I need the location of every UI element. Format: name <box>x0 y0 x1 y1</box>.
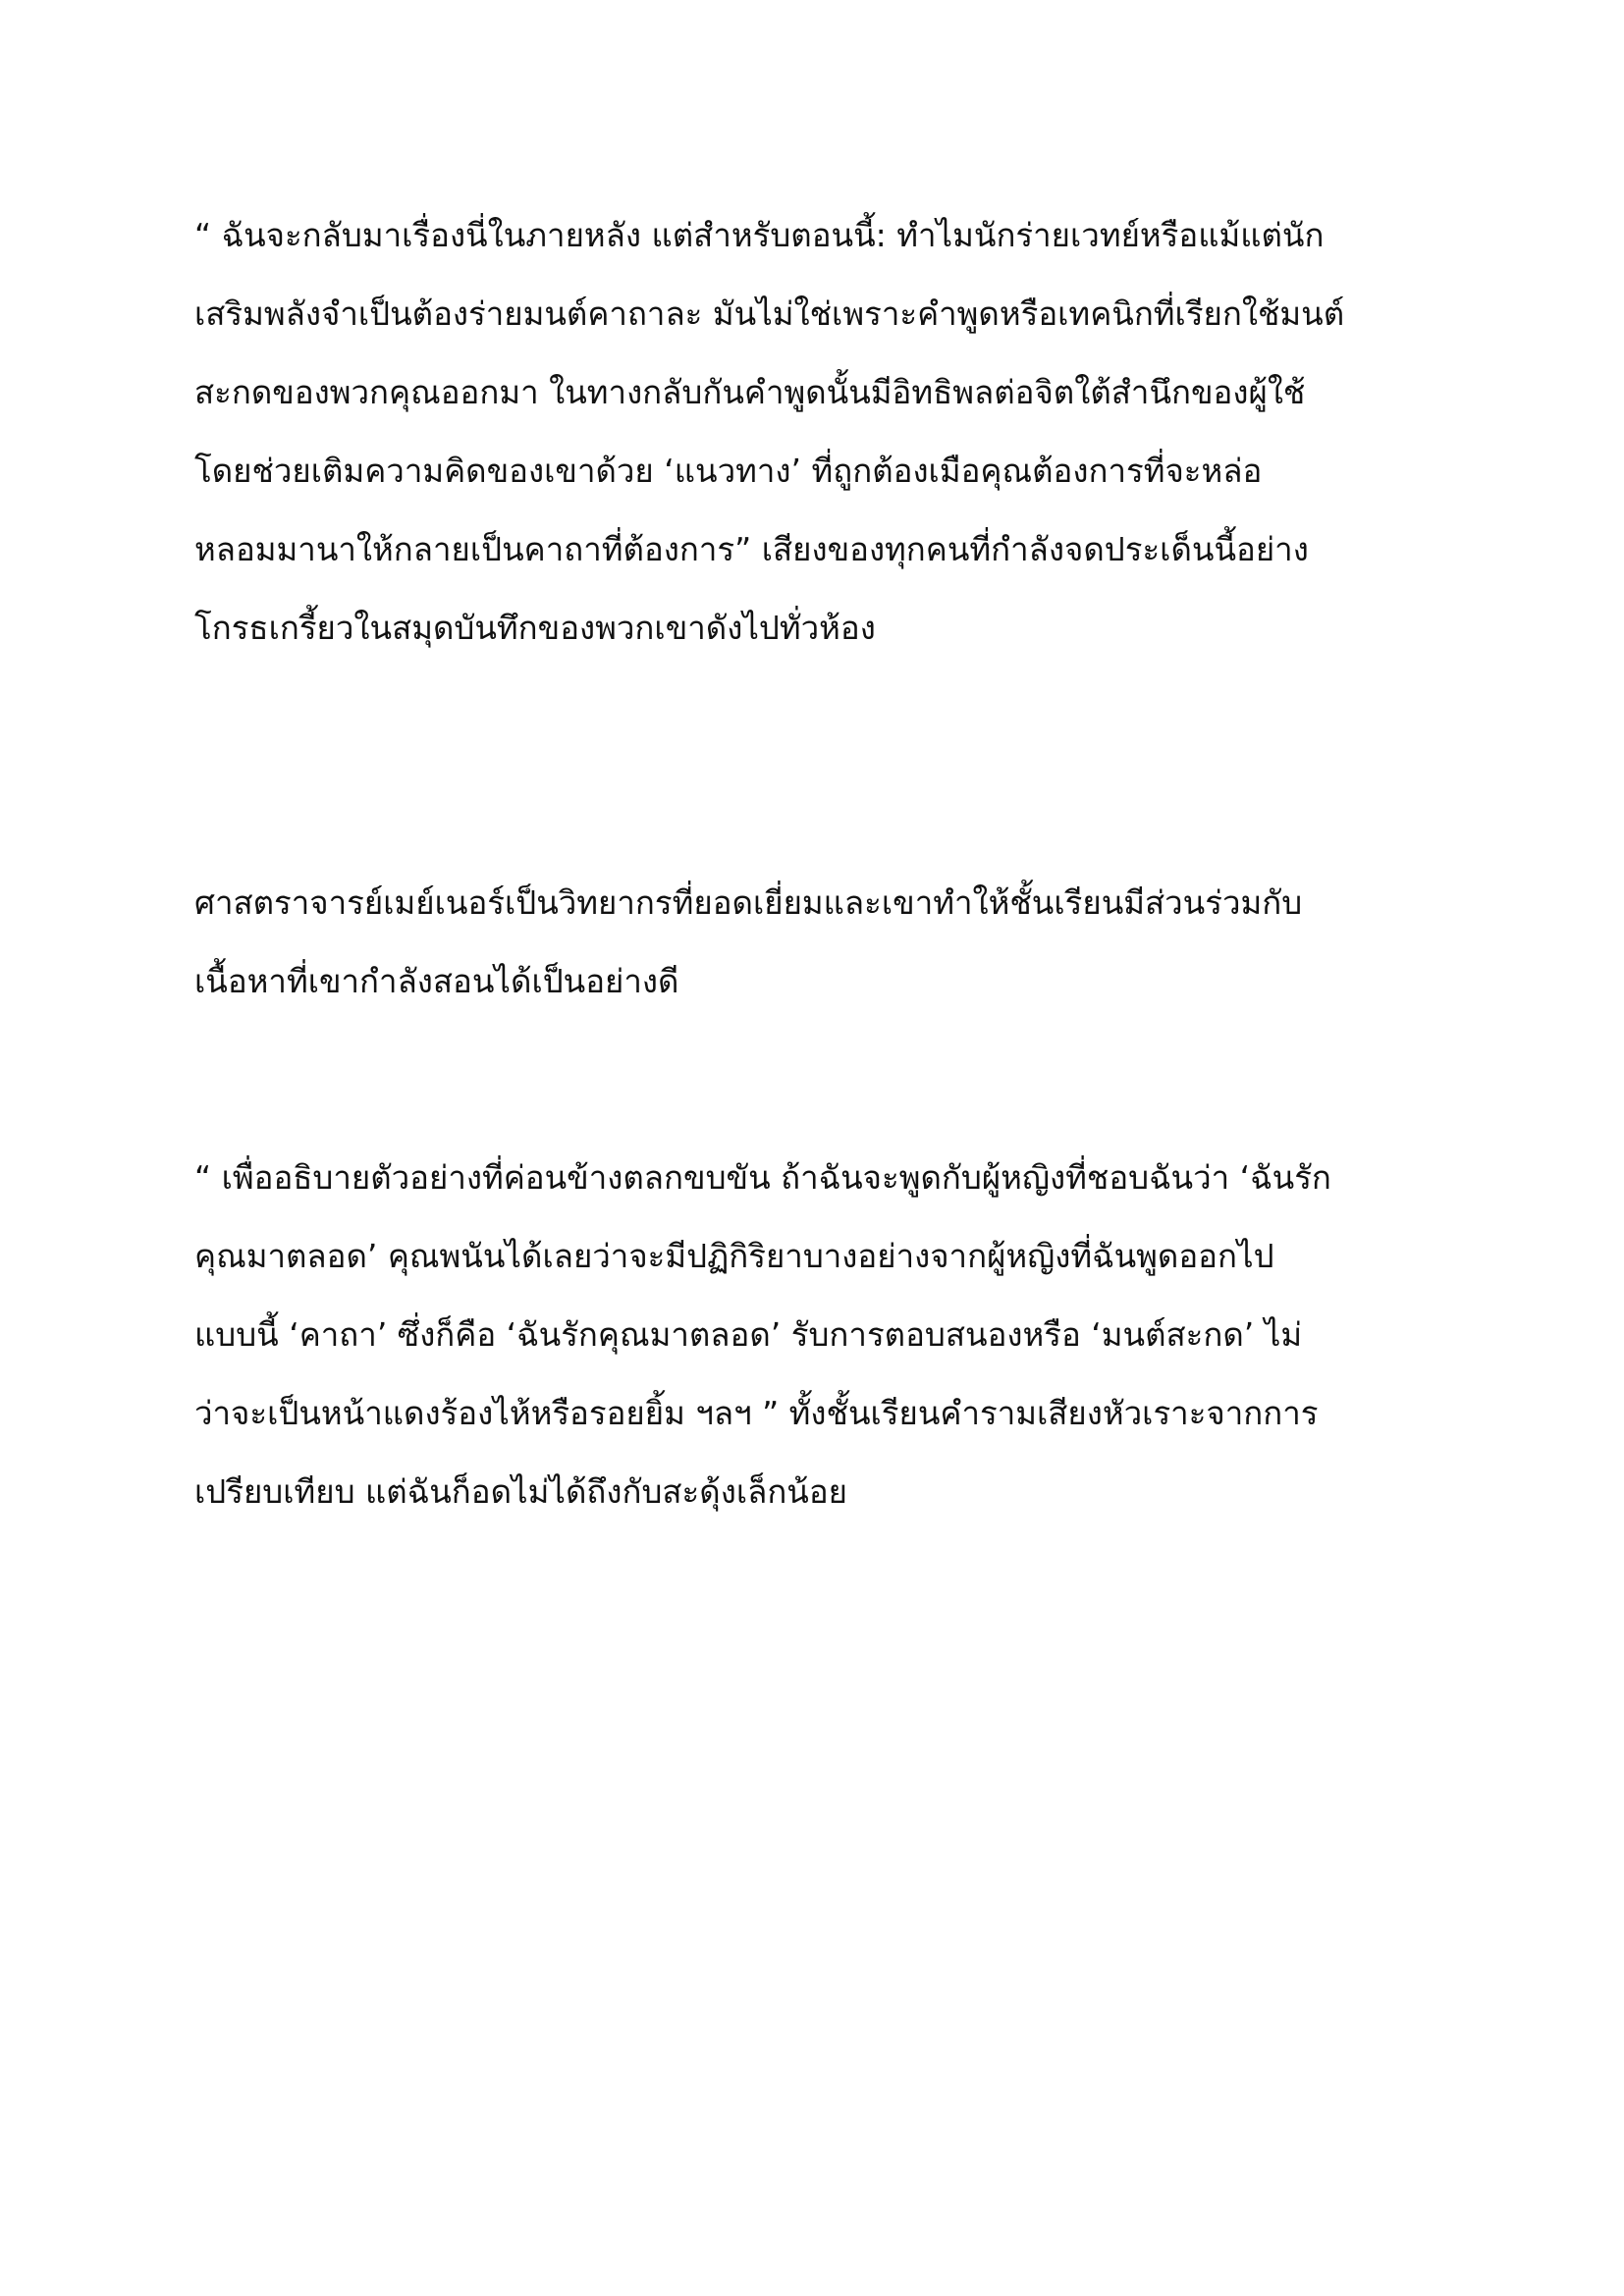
paragraph-line: “ ฉันจะกลับมาเรื่องนี่ในภายหลัง แต่สำหรับตอนนี้: ทำไมนักร่ายเวทย์หรือแม้แต่นัก <box>194 216 1325 254</box>
paragraph-line: เนื้อหาที่เขากำลังสอนได้เป็นอย่างดี <box>194 962 679 1000</box>
paragraph-line: “ เพื่ออธิบายตัวอย่างที่ค่อนข้างตลกขบขัน ถ้าฉันจะพูดกับผู้หญิงที่ชอบฉันว่า ‘ฉันรัก <box>194 1158 1331 1197</box>
paragraph-3 <box>194 1139 1432 1531</box>
paragraph-line: โดยช่วยเติมความคิดของเขาด้วย ‘แนวทาง’ ที่ถูกต้องเมือคุณต้องการที่จะหล่อ <box>194 452 1263 490</box>
paragraph-line: สะกดของพวกคุณออกมา ในทางกลับกันคำพูดนั้นมีอิทธิพลต่อจิตใต้สำนึกของผู้ใช้ <box>194 373 1306 411</box>
paragraph-line: ว่าจะเป็นหน้าแดงร้องไห้หรือรอยยิ้ม ฯลฯ ” ทั้งชั้นเรียนคำรามเสียงหัวเราะจากการ <box>194 1394 1319 1432</box>
paragraph-2 <box>194 864 1432 1021</box>
paragraph-line: เปรียบเทียบ แต่ฉันก็อดไม่ได้ถึงกับสะดุ้งเล็กน้อย <box>194 1472 848 1511</box>
paragraph-line: คุณมาตลอด’ คุณพนันได้เลยว่าจะมีปฏิกิริยาบางอย่างจากผู้หญิงที่ฉันพูดออกไป <box>194 1237 1274 1275</box>
paragraph-line: หลอมมานาให้กลายเป็นคาถาที่ต้องการ” เสียงของทุกคนที่กำลังจดประเด็นนี้อย่าง <box>194 530 1309 568</box>
paragraph-line: แบบนี้ ‘คาถา’ ซึ่งก็คือ ‘ฉันรักคุณมาตลอด’ รับการตอบสนองหรือ ‘มนต์สะกด’ ไม่ <box>194 1315 1303 1354</box>
paragraph-line: เสริมพลังจำเป็นต้องร่ายมนต์คาถาละ มันไม่ใช่เพราะคำพูดหรือเทคนิกที่เรียกใช้มนต์ <box>194 294 1345 333</box>
paragraph-line: โกรธเกรี้ยวในสมุดบันทึกของพวกเขาดังไปทั่วห้อง <box>194 609 876 647</box>
paragraph-1 <box>194 196 1432 667</box>
paragraph-line: ศาสตราจารย์เมย์เนอร์เป็นวิทยากรที่ยอดเยี่ยมและเขาทำให้ชั้นเรียนมีส่วนร่วมกับ <box>194 883 1303 922</box>
